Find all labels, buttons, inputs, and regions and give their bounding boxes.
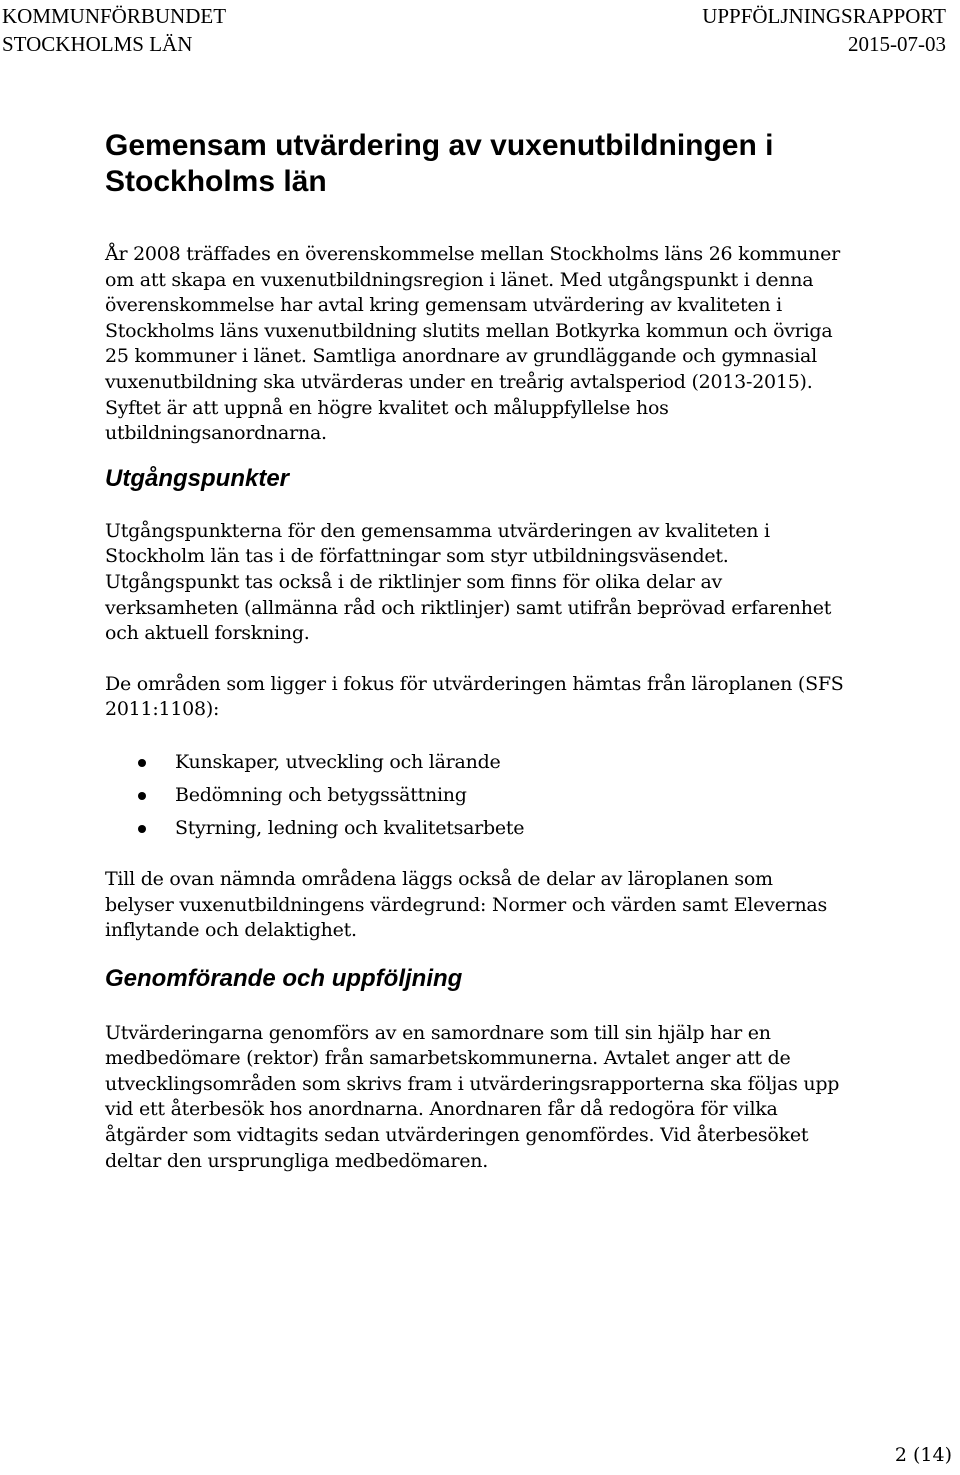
header-org-line1: KOMMUNFÖRBUNDET xyxy=(2,4,227,28)
list-item xyxy=(105,779,845,812)
header-doc-type: UPPFÖLJNINGSRAPPORT xyxy=(702,4,946,28)
section1-paragraph-2: De områden som ligger i fokus för utvärderingen hämtas från läroplanen (SFS 2011:1108): xyxy=(105,672,844,721)
header-organization xyxy=(2,2,226,58)
section1-paragraph-1: Utgångspunkterna för den gemensamma utvärderingen av kvaliteten i Stockholm län tas i de författningar som styr utbildningsväsendet. Utgångspunkt tas också i de riktlinjer som finns för olika delar av verksamheten (allmänna råd och riktlinjer) samt utifrån beprövad erfarenhet och aktuell forskning. xyxy=(105,519,832,645)
focus-areas-list xyxy=(105,746,845,845)
list-item-label: Styrning, ledning och kvalitetsarbete xyxy=(175,816,525,839)
section1-paragraph-3: Till de ovan nämnda områdena läggs också de delar av läroplanen som belyser vuxenutbildningens värdegrund: Normer och värden samt Elevernas inflytande och delaktighet. xyxy=(105,867,828,942)
section-heading-genomforande: Genomförande och uppföljning xyxy=(105,964,463,992)
document-body xyxy=(105,128,845,1174)
intro-paragraph: År 2008 träffades en överenskommelse mellan Stockholms läns 26 kommuner om att skapa en vuxenutbildningsregion i länet. Med utgångspunkt i denna överenskommelse har avtal kring gemensam utvärdering av kvaliteten i Stockholms läns vuxenutbildning slutits mellan Botkyrka kommun och övriga 25 kommuner i länet. Samtliga anordnare av grundläggande och gymnasial vuxenutbildning ska utvärderas under en treårig avtalsperiod (2013-2015). Syftet är att uppnå en högre kvalitet och måluppfyllelse hos utbildningsanordnarna. xyxy=(105,243,840,445)
list-item xyxy=(105,812,845,845)
list-item-label: Bedömning och betygssättning xyxy=(175,783,467,806)
bullet-icon xyxy=(138,792,146,800)
list-item xyxy=(105,746,845,779)
header-report-info xyxy=(702,2,946,58)
page-number: 2 (14) xyxy=(894,1444,952,1466)
header-org-line2: STOCKHOLMS LÄN xyxy=(2,32,193,56)
bullet-icon xyxy=(138,825,146,833)
section2-paragraph-1: Utvärderingarna genomförs av en samordnare som till sin hjälp har en medbedömare (rektor) från samarbetskommunerna. Avtalet anger att de utvecklingsområden som skrivs fram i utvärderingsrapporterna ska följas upp vid ett återbesök hos anordnarna. Anordnaren får då redogöra för vilka åtgärder som vidtagits sedan utvärderingen genomfördes. Vid återbesöket deltar den ursprungliga medbedömaren. xyxy=(105,1021,840,1172)
header-date: 2015-07-03 xyxy=(848,32,946,56)
document-title: Gemensam utvärdering av vuxenutbildningen i Stockholms län xyxy=(105,129,774,198)
bullet-icon xyxy=(138,759,146,767)
list-item-label: Kunskaper, utveckling och lärande xyxy=(175,750,501,773)
section-heading-utgangspunkter: Utgångspunkter xyxy=(105,464,290,492)
